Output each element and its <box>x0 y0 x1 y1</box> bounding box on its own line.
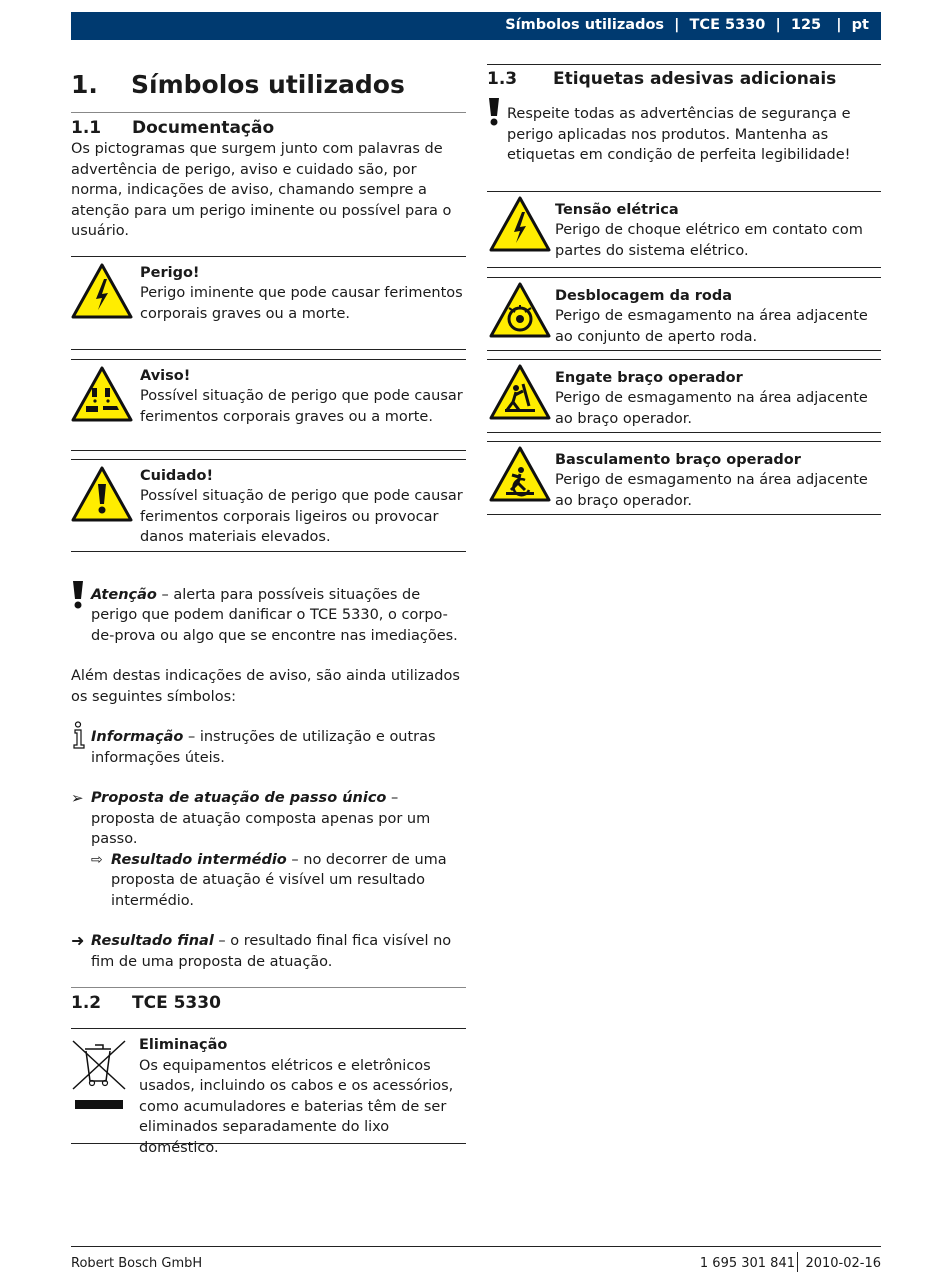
final-text: – o resultado final fica visível no fim de uma proposta de atuação. <box>91 933 452 970</box>
hollow-arrow-icon: ⇨ <box>91 851 103 868</box>
section-1-1-heading: 1.1 Documentação <box>71 118 275 138</box>
footer <box>71 1246 881 1271</box>
danger-lightning-icon <box>71 263 133 319</box>
crossed-bin-icon <box>71 1039 127 1113</box>
caution-exclamation-icon <box>71 466 133 522</box>
warning-box-danger <box>71 256 466 350</box>
besides-paragraph: Além destas indicações de aviso, são ainda utilizados os seguintes símbolos: <box>71 668 460 705</box>
caution-text: Possível situação de perigo que pode causar ferimentos corporais ligeiros ou provocar danos materiais elevados. <box>140 488 463 545</box>
warning-title: Aviso! <box>140 367 191 384</box>
footer-docnum: 1 695 301 841 <box>699 1256 795 1271</box>
sticker-wheel <box>487 277 881 351</box>
sticker-title: Tensão elétrica <box>555 201 679 218</box>
attention-note <box>71 585 466 647</box>
sticker-title: Basculamento braço operador <box>555 451 801 468</box>
disposal-box <box>71 1028 466 1156</box>
info-icon <box>71 721 87 749</box>
attention-exclamation-icon <box>487 98 501 126</box>
attention-text: – alerta para possíveis situações de perigo que podem danificar o TCE 5330, o corpo-de-prova ou algo que se encontre nas imediações. <box>91 586 458 644</box>
info-note <box>71 727 466 768</box>
sticker-text: Perigo de esmagamento na área adjacente ao conjunto de aperto roda. <box>555 308 868 345</box>
danger-title: Perigo! <box>140 264 200 281</box>
danger-text: Perigo iminente que pode causar ferimentos corporais graves ou a morte. <box>140 285 463 322</box>
left-column <box>71 64 466 1156</box>
lightning-icon <box>489 196 551 252</box>
intro-paragraph: Os pictogramas que surgem junto com palavras de advertência de perigo, aviso e cuidado são, por norma, indicações de aviso, chamando sempre a atenção para um perigo iminente ou possível para o usuário. <box>71 141 452 239</box>
intermediate-result-note <box>91 850 466 912</box>
warning-box-warning <box>71 359 466 451</box>
final-label: Resultado final <box>91 933 214 949</box>
step-text: – proposta de atuação composta apenas por um passo. <box>91 790 431 847</box>
wheel-crush-icon <box>489 282 551 338</box>
arm-tilt-icon <box>489 446 551 502</box>
header-bar <box>71 12 881 40</box>
sticker-intro-text: Respeite todas as advertências de segurança e perigo aplicadas nos produtos. Mantenha as etiquetas em condição de perfeita legibilidade! <box>507 106 851 163</box>
final-result-note <box>71 931 466 972</box>
info-label: Informação <box>91 729 184 745</box>
step-arrow-icon: ➢ <box>71 789 84 807</box>
section-1-heading: 1. Símbolos utilizados <box>71 64 466 113</box>
right-column <box>487 64 881 515</box>
disposal-title: Eliminação <box>139 1037 228 1053</box>
sticker-title: Engate braço operador <box>555 369 743 386</box>
intermediate-text: – no decorrer de uma proposta de atuação é visível um resultado intermédio. <box>111 851 447 909</box>
attention-exclamation-icon <box>71 581 85 609</box>
sticker-text: Perigo de esmagamento na área adjacente ao braço operador. <box>555 472 868 509</box>
disposal-text: Os equipamentos elétricos e eletrônicos usados, incluindo os cabos e os acessórios, como acumuladores e baterias têm de ser eliminados separadamente do lixo doméstico. <box>139 1057 454 1156</box>
caution-title: Cuidado! <box>140 467 214 484</box>
arm-engage-icon <box>489 364 551 420</box>
single-step-note <box>71 788 466 850</box>
sticker-arm-tilt <box>487 441 881 515</box>
sticker-title: Desblocagem da roda <box>555 287 733 304</box>
final-arrow-icon: ➜ <box>71 931 85 950</box>
corrosive-icon <box>71 366 133 422</box>
intermediate-label: Resultado intermédio <box>111 851 287 868</box>
sticker-text: Perigo de choque elétrico em contato com partes do sistema elétrico. <box>555 222 863 259</box>
step-label: Proposta de atuação de passo único <box>91 790 387 806</box>
warning-text: Possível situação de perigo que pode causar ferimentos corporais graves ou a morte. <box>140 388 463 425</box>
section-1-2-heading: 1.2 TCE 5330 <box>71 993 221 1013</box>
warning-box-caution <box>71 459 466 552</box>
header-title: Símbolos utilizados | TCE 5330 | 125 | pt <box>505 17 869 33</box>
footer-date: 2010-02-16 <box>805 1256 881 1271</box>
sticker-electric <box>487 191 881 268</box>
footer-company: Robert Bosch GmbH <box>71 1256 203 1271</box>
attention-label: Atenção <box>91 586 157 603</box>
info-text: – instruções de utilização e outras informações úteis. <box>91 729 436 766</box>
section-1-3-heading: 1.3 Etiquetas adesivas adicionais <box>487 69 837 89</box>
sticker-text: Perigo de esmagamento na área adjacente ao braço operador. <box>555 390 868 427</box>
footer-divider <box>797 1252 799 1272</box>
sticker-arm-engage <box>487 359 881 433</box>
sticker-intro <box>487 104 881 166</box>
